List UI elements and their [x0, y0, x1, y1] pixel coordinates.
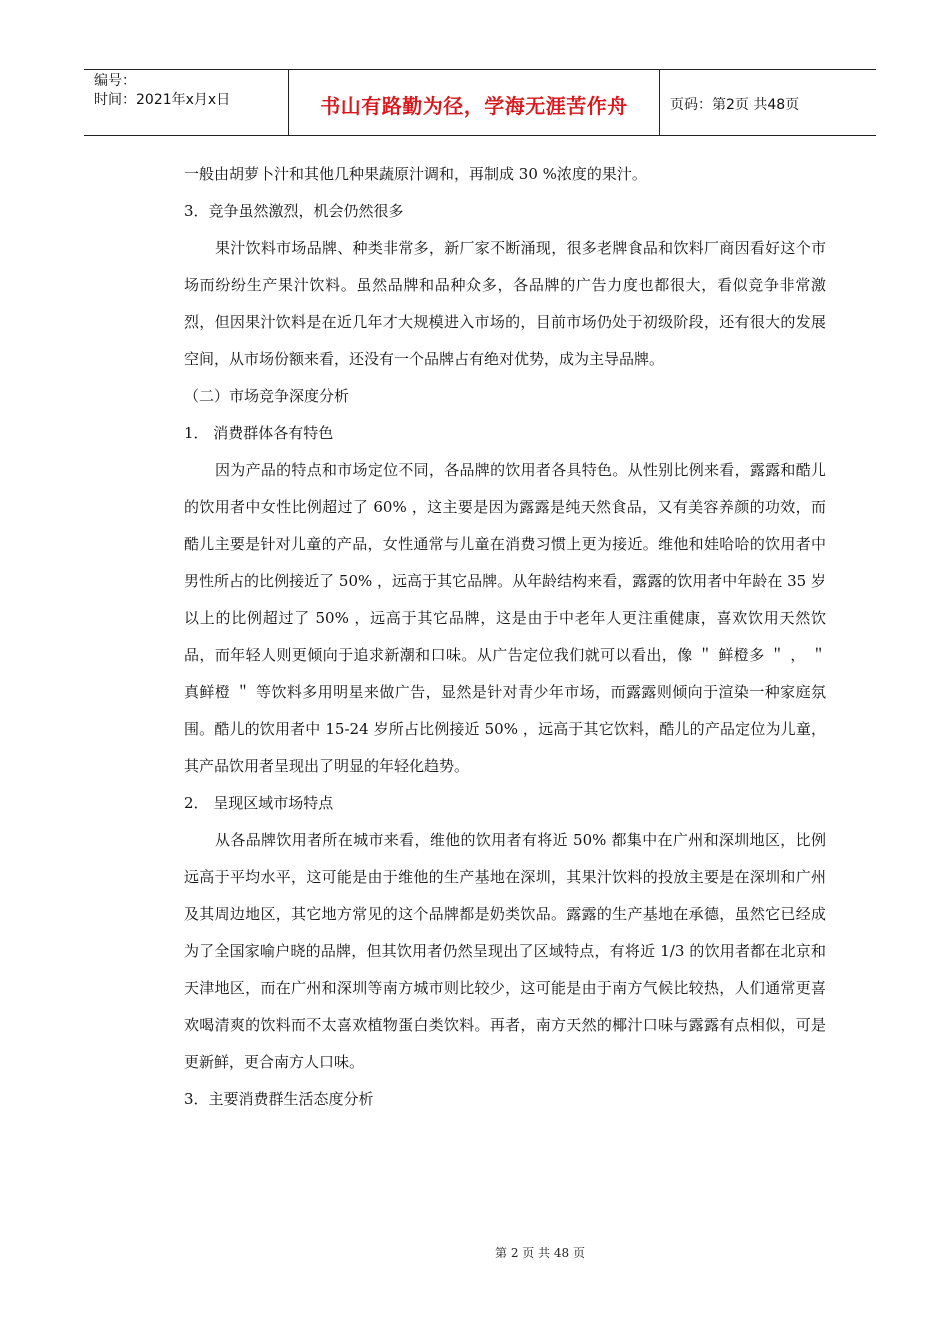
header-page-number: 页码：第2页 共48页 [670, 96, 800, 113]
header-motto: 书山有路勤为径，学海无涯苦作舟 [288, 70, 660, 135]
section-heading: 3．竞争虽然激烈，机会仍然很多 [184, 202, 404, 220]
page-header [84, 69, 876, 136]
section-heading: （二）市场竞争深度分析 [184, 387, 350, 405]
section-heading: 3．主要消费群生活态度分析 [184, 1090, 374, 1108]
section-heading: 2． 呈现区域市场特点 [184, 794, 334, 812]
paragraph: 因为产品的特点和市场定位不同，各品牌的饮用者各具特色。从性别比例来看，露露和酷儿的饮用者中女性比例超过了 60% ，这主要是因为露露是纯天然食品，又有美容养颜的功效，而酷儿主要是针对儿童的产品，女性通常与儿童在消费习惯上更为接近。维他和娃哈哈的饮用者中男性所占的比例接近了 50% ，远高于其它品牌。从年龄结构来看，露露的饮用者中年龄在 35 岁以上的比例超过了 50% ，远高于其它品牌，这是由于中老年人更注重健康，喜欢饮用天然饮品，而年轻人则更倾向于追求新潮和口味。从广告定位我们就可以看出，像 ＂ 鲜橙多 ＂ ， ＂ 真鲜橙 ＂ 等饮料多用明星来做广告，显然是针对青少年市场，而露露则倾向于渲染一种家庭氛围。酷儿的饮用者中 15-24 岁所占比例接近 50% ，远高于其它饮料，酷儿的产品定位为儿童，其产品饮用者呈现出了明显的年轻化趋势。 [184, 461, 826, 775]
document-number-label: 编号： [94, 73, 136, 89]
header-meta [84, 70, 288, 135]
document-body [184, 156, 826, 1118]
document-time-label: 时间：2021年x月x日 [94, 92, 231, 108]
page-footer: 第 2 页 共 48 页 [495, 1246, 585, 1260]
paragraph: 果汁饮料市场品牌、种类非常多，新厂家不断涌现，很多老牌食品和饮料厂商因看好这个市场而纷纷生产果汁饮料。虽然品牌和品种众多，各品牌的广告力度也都很大，看似竞争非常激烈，但因果汁饮料是在近几年才大规模进入市场的，目前市场仍处于初级阶段，还有很大的发展空间，从市场份额来看，还没有一个品牌占有绝对优势，成为主导品牌。 [184, 239, 826, 368]
paragraph: 从各品牌饮用者所在城市来看，维他的饮用者有将近 50% 都集中在广州和深圳地区，比例远高于平均水平，这可能是由于维他的生产基地在深圳，其果汁饮料的投放主要是在深圳和广州及其周边地区，其它地方常见的这个品牌都是奶类饮品。露露的生产基地在承德，虽然它已经成为了全国家喻户晓的品牌，但其饮用者仍然呈现出了区域特点，有将近 1/3 的饮用者都在北京和天津地区，而在广州和深圳等南方城市则比较少，这可能是由于南方气候比较热，人们通常更喜欢喝清爽的饮料而不太喜欢植物蛋白类饮料。再者，南方天然的椰汁口味与露露有点相似，可是更新鲜，更合南方人口味。 [184, 831, 826, 1071]
section-heading: 1． 消费群体各有特色 [184, 424, 334, 442]
paragraph: 一般由胡萝卜汁和其他几种果蔬原汁调和，再制成 30 %浓度的果汁。 [184, 165, 647, 183]
